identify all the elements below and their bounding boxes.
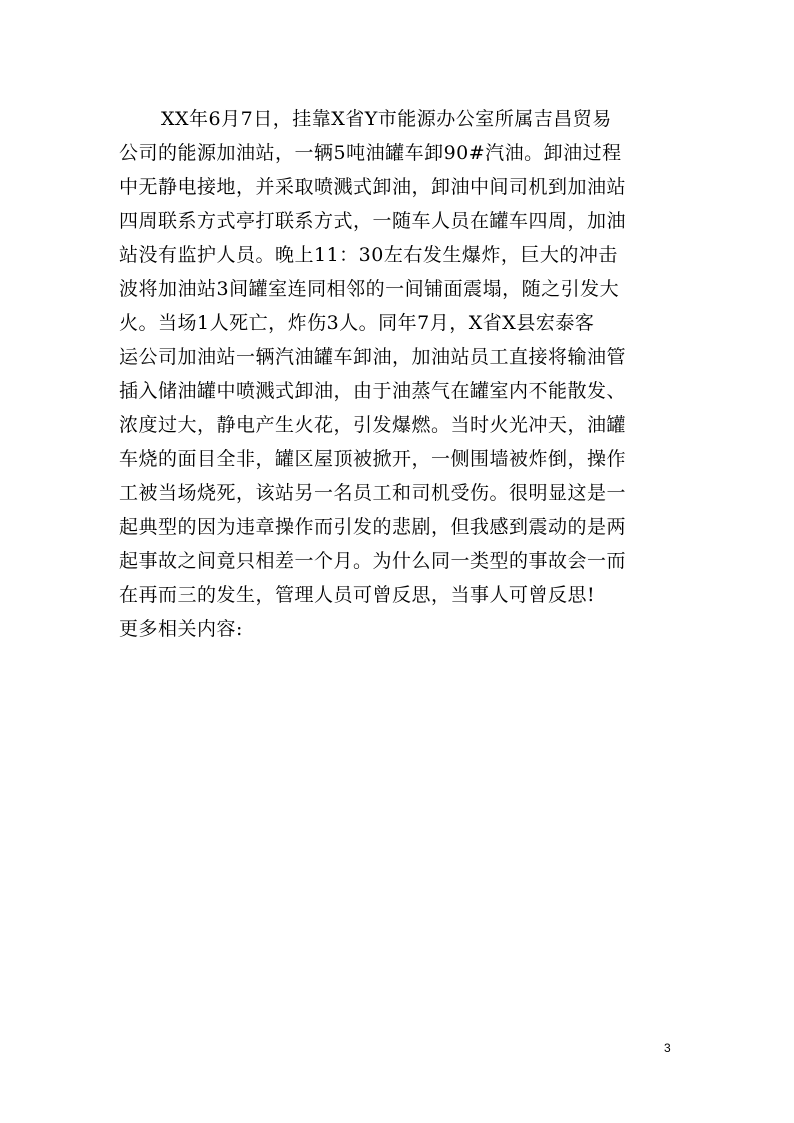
text-line: 在再而三的发生，管理人员可曾反思，当事人可曾反思! bbox=[119, 584, 596, 606]
text-line: 起事故之间竟只相差一个月。为什么同一类型的事故会一而 bbox=[119, 550, 627, 572]
text-line: 波将加油站3间罐室连同相邻的一间铺面震塌，随之引发大 bbox=[119, 278, 620, 300]
text-line: 浓度过大，静电产生火花，引发爆燃。当时火光冲天，油罐 bbox=[119, 414, 627, 436]
text-line: XX年6月7日，挂靠X省Y市能源办公室所属吉昌贸易 bbox=[161, 108, 612, 130]
more-content-label: 更多相关内容: bbox=[119, 618, 243, 640]
body-text bbox=[119, 102, 684, 646]
text-line: 四周联系方式亭打联系方式，一随车人员在罐车四周，加油 bbox=[119, 210, 627, 232]
text-line: 插入储油罐中喷溅式卸油，由于油蒸气在罐室内不能散发、 bbox=[119, 380, 627, 402]
page-number: 3 bbox=[664, 1041, 671, 1055]
text-line: 车烧的面目全非，罐区屋顶被掀开，一侧围墙被炸倒，操作 bbox=[119, 448, 627, 470]
text-line: 运公司加油站一辆汽油罐车卸油，加油站员工直接将输油管 bbox=[119, 346, 627, 368]
text-line: 工被当场烧死，该站另一名员工和司机受伤。很明显这是一 bbox=[119, 482, 627, 504]
text-line: 火。当场1人死亡，炸伤3人。同年7月，X省X县宏泰客 bbox=[119, 312, 595, 334]
text-line: 中无静电接地，并采取喷溅式卸油，卸油中间司机到加油站 bbox=[119, 176, 627, 198]
text-line: 起典型的因为违章操作而引发的悲剧，但我感到震动的是两 bbox=[119, 516, 627, 538]
text-line: 公司的能源加油站，一辆5吨油罐车卸90#汽油。卸油过程 bbox=[119, 142, 622, 164]
text-line: 站没有监护人员。晚上11：30左右发生爆炸，巨大的冲击 bbox=[119, 244, 618, 266]
